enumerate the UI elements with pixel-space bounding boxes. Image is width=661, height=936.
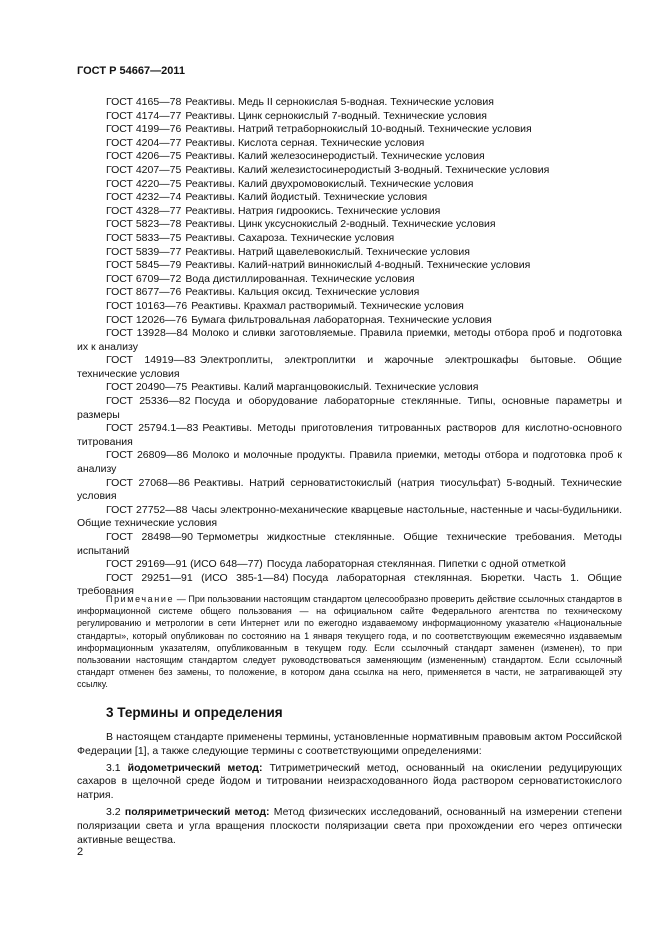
reference-code: ГОСТ 28498—90	[106, 531, 193, 543]
reference-code: ГОСТ 4220—75	[106, 177, 182, 190]
reference-code: ГОСТ 6709—72	[106, 272, 182, 285]
reference-title: Термометры жидкостные стеклянные. Общие технические требования. Методы испытаний	[77, 531, 622, 557]
reference-item	[77, 449, 622, 476]
section-heading: 3 Термины и определения	[106, 705, 283, 720]
reference-item	[77, 422, 622, 449]
reference-item	[77, 477, 622, 504]
term-name: йодометрический метод:	[127, 761, 263, 774]
reference-item	[77, 164, 622, 178]
term-definition	[77, 762, 622, 803]
reference-item	[77, 259, 622, 273]
reference-code: ГОСТ 4204—77	[106, 136, 182, 149]
reference-title: Реактивы. Медь II сернокислая 5-водная. Технические условия	[185, 96, 494, 108]
reference-title: Реактивы. Натрий серноватистокислый (натрия тиосульфат) 5-водный. Технические условия	[77, 476, 622, 503]
term-name: поляриметрический метод:	[124, 805, 270, 818]
term-definition	[77, 806, 622, 847]
reference-code: ГОСТ 5833—75	[106, 231, 182, 244]
reference-title: Реактивы. Калий железистосинеродистый 3-водный. Технические условия	[185, 163, 550, 176]
reference-item	[77, 205, 622, 219]
reference-title: Реактивы. Методы приготовления титрованных растворов для кислотно-основного титрования	[77, 422, 623, 448]
reference-item	[77, 150, 622, 164]
reference-item	[77, 531, 622, 558]
section-body	[77, 731, 622, 850]
reference-code: ГОСТ 26809—86	[106, 449, 189, 462]
reference-code: ГОСТ 10163—76	[106, 299, 188, 312]
reference-item	[77, 327, 622, 354]
reference-item	[77, 286, 622, 300]
term-number: 3.1	[106, 761, 121, 774]
reference-title: Реактивы. Натрия гидроокись. Технические условия	[185, 204, 441, 217]
note-label: Примечание	[106, 594, 175, 604]
page-header-title: ГОСТ Р 54667—2011	[77, 65, 185, 77]
reference-code: ГОСТ 27752—88	[106, 503, 188, 516]
reference-code: ГОСТ 25336—82	[106, 395, 191, 408]
reference-code: ГОСТ 5845—79	[106, 259, 182, 272]
reference-item	[77, 96, 622, 110]
reference-title: Молоко и молочные продукты. Правила приемки, методы отбора и подготовка проб к анализу	[77, 449, 622, 476]
term-number: 3.2	[106, 805, 121, 818]
reference-code: ГОСТ 4232—74	[106, 191, 182, 204]
reference-item	[77, 191, 622, 205]
reference-code: ГОСТ 20490—75	[106, 381, 188, 394]
normative-references-list	[77, 96, 622, 599]
reference-code: ГОСТ 4165—78	[106, 96, 182, 108]
reference-title: Реактивы. Кальция оксид. Технические условия	[185, 286, 420, 299]
reference-item	[77, 395, 622, 422]
reference-code: ГОСТ 8677—76	[106, 286, 182, 299]
reference-item	[77, 232, 622, 246]
reference-code: ГОСТ 5839—77	[106, 245, 182, 258]
reference-code: ГОСТ 29169—91 (ИСО 648—77)	[106, 558, 263, 571]
reference-code: ГОСТ 27068—86	[106, 476, 190, 489]
reference-title: Реактивы. Крахмал растворимый. Технические условия	[191, 299, 464, 312]
reference-code: ГОСТ 5823—78	[106, 218, 182, 231]
reference-title: Реактивы. Натрий тетраборнокислый 10-водный. Технические условия	[185, 123, 532, 136]
reference-item	[77, 246, 622, 260]
reference-title: Реактивы. Сахароза. Технические условия	[185, 231, 395, 244]
reference-title: Реактивы. Цинк сернокислый 7-водный. Технические условия	[185, 109, 487, 122]
reference-title: Реактивы. Натрий щавелевокислый. Технические условия	[185, 245, 470, 258]
reference-item	[77, 218, 622, 232]
reference-code: ГОСТ 13928—84	[106, 327, 188, 340]
reference-title: Реактивы. Калий-натрий виннокислый 4-водный. Технические условия	[185, 259, 531, 272]
reference-title: Часы электронно-механические кварцевые настольные, настенные и часы-будильники. Общие технические условия	[77, 503, 622, 530]
reference-code: ГОСТ 29251—91 (ИСО 385-1—84)	[106, 571, 289, 584]
reference-code: ГОСТ 4199—76	[106, 123, 182, 136]
reference-item	[77, 354, 622, 381]
reference-title: Реактивы. Кислота серная. Технические условия	[185, 136, 425, 149]
reference-item	[77, 314, 622, 328]
section-intro: В настоящем стандарте применены термины, установленные нормативным правовым актом Российской Федерации [1], а также следующие термины с соответствующими определениями:	[77, 731, 622, 757]
reference-item	[77, 123, 622, 137]
reference-title: Реактивы. Калий двухромовокислый. Технические условия	[185, 177, 474, 190]
reference-title: Реактивы. Калий железосинеродистый. Технические условия	[185, 150, 485, 163]
reference-code: ГОСТ 4328—77	[106, 204, 182, 217]
reference-title: Электроплиты, электроплитки и жарочные электрошкафы бытовые. Общие технические условия	[77, 354, 622, 380]
reference-title: Реактивы. Цинк уксуснокислый 2-водный. Технические условия	[185, 218, 496, 231]
reference-title: Посуда и оборудование лабораторные стеклянные. Типы, основные параметры и размеры	[77, 395, 622, 421]
reference-item	[77, 137, 622, 151]
reference-item	[77, 110, 622, 124]
reference-title: Вода дистиллированная. Технические условия	[185, 272, 415, 285]
reference-item	[77, 558, 622, 572]
reference-code: ГОСТ 4206—75	[106, 150, 182, 163]
note-text: — При пользовании настоящим стандартом целесообразно проверить действие ссылочных стандартов в информационной системе общего пользования — на официальном сайте Федерального агентства по техническому регулированию и метрологии в сети Интернет или по ежегодно издаваемому информационному указателю «Национальные стандарты», который опубликован по состоянию на 1 января текущего года, и по соответствующим ежемесячно издаваемым информационным указателям, опубликованным в текущем году. Если ссылочный стандарт заменен (изменен), то при пользовании настоящим стандартом следует руководствоваться заменяющим (измененным) стандартом. Если ссылочный стандарт отменен без замены, то положение, в котором дана ссылка на него, применяется в части, не затрагивающей эту ссылку.	[77, 594, 622, 690]
reference-title: Бумага фильтровальная лабораторная. Технические условия	[191, 313, 492, 326]
page-number: 2	[77, 846, 84, 858]
reference-item	[77, 300, 622, 314]
term-text: Метод физических исследований, основанный на измерении степени поляризации света и угла вращения плоскости поляризации света при прохождении его через оптически активные вещества.	[77, 805, 622, 846]
reference-item	[77, 273, 622, 287]
reference-title: Посуда лабораторная стеклянная. Пипетки с одной отметкой	[266, 558, 566, 571]
reference-code: ГОСТ 14919—83	[106, 354, 196, 367]
reference-code: ГОСТ 4207—75	[106, 163, 182, 176]
reference-item	[77, 178, 622, 192]
reference-title: Реактивы. Калий йодистый. Технические условия	[185, 191, 428, 204]
reference-item	[77, 381, 622, 395]
note-block	[77, 593, 622, 691]
reference-item	[77, 504, 622, 531]
reference-title: Молоко и сливки заготовляемые. Правила приемки, методы отбора проб и подготовка их к анализу	[77, 327, 622, 353]
reference-title: Реактивы. Калий марганцовокислый. Технические условия	[191, 381, 479, 394]
reference-code: ГОСТ 12026—76	[106, 313, 188, 326]
term-text: Титриметрический метод, основанный на окислении редуцирующих сахаров в щелочной среде йодом и титровании неизрасходованного йода раствором серноватистокислого натрия.	[77, 761, 622, 802]
reference-code: ГОСТ 4174—77	[106, 109, 182, 122]
reference-title: Посуда лабораторная стеклянная. Бюретки. Часть 1. Общие требования	[77, 571, 622, 598]
reference-code: ГОСТ 25794.1—83	[106, 422, 199, 435]
